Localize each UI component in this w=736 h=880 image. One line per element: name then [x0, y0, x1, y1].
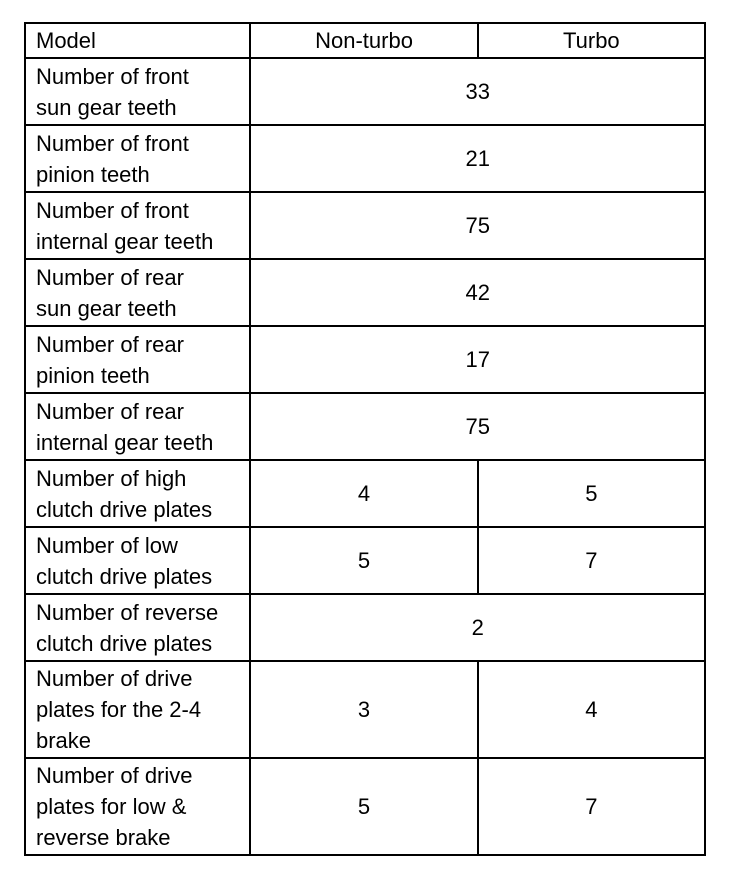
- row-label: [25, 460, 250, 527]
- row-label-text: Number of high clutch drive plates: [36, 465, 213, 522]
- table-row: [25, 393, 705, 460]
- row-label: [25, 527, 250, 594]
- turbo-value: 7: [478, 527, 705, 594]
- non-turbo-value: 5: [250, 527, 477, 594]
- turbo-value: 5: [478, 460, 705, 527]
- table-row: [25, 460, 705, 527]
- value-cell: 17: [250, 326, 705, 393]
- table-row: [25, 594, 705, 661]
- table-row: [25, 527, 705, 594]
- row-label-text: Number of front internal gear teeth: [36, 197, 214, 254]
- row-label: [25, 393, 250, 460]
- header-model: Model: [25, 23, 250, 58]
- turbo-value: 7: [478, 758, 705, 855]
- gear-specifications-table: [24, 22, 706, 856]
- value-cell: 33: [250, 58, 705, 125]
- non-turbo-value: 4: [250, 460, 477, 527]
- row-label-text: Number of rear sun gear teeth: [36, 264, 184, 321]
- row-label-text: Number of drive plates for low & reverse brake: [36, 763, 193, 850]
- table-row: [25, 192, 705, 259]
- value-cell: 75: [250, 192, 705, 259]
- table-row: [25, 259, 705, 326]
- table-row: [25, 661, 705, 758]
- non-turbo-value: 3: [250, 661, 477, 758]
- row-label-text: Number of rear internal gear teeth: [36, 398, 214, 455]
- table-row: [25, 758, 705, 855]
- row-label-text: Number of low clutch drive plates: [36, 532, 213, 589]
- row-label-text: Number of front sun gear teeth: [36, 63, 189, 120]
- value-cell: 75: [250, 393, 705, 460]
- row-label-text: Number of front pinion teeth: [36, 130, 189, 187]
- turbo-value: 4: [478, 661, 705, 758]
- row-label-text: Number of rear pinion teeth: [36, 331, 184, 388]
- non-turbo-value: 5: [250, 758, 477, 855]
- value-cell: 42: [250, 259, 705, 326]
- row-label: [25, 758, 250, 855]
- header-row: [25, 23, 705, 58]
- row-label: [25, 661, 250, 758]
- row-label: [25, 58, 250, 125]
- row-label-text: Number of reverse clutch drive plates: [36, 599, 219, 656]
- header-non-turbo: Non-turbo: [250, 23, 477, 58]
- row-label: [25, 259, 250, 326]
- table-row: [25, 326, 705, 393]
- value-cell: 2: [250, 594, 705, 661]
- table-row: [25, 58, 705, 125]
- header-turbo: Turbo: [478, 23, 705, 58]
- row-label: [25, 594, 250, 661]
- row-label: [25, 125, 250, 192]
- row-label: [25, 326, 250, 393]
- value-cell: 21: [250, 125, 705, 192]
- table-row: [25, 125, 705, 192]
- row-label-text: Number of drive plates for the 2-4 brake: [36, 666, 202, 753]
- row-label: [25, 192, 250, 259]
